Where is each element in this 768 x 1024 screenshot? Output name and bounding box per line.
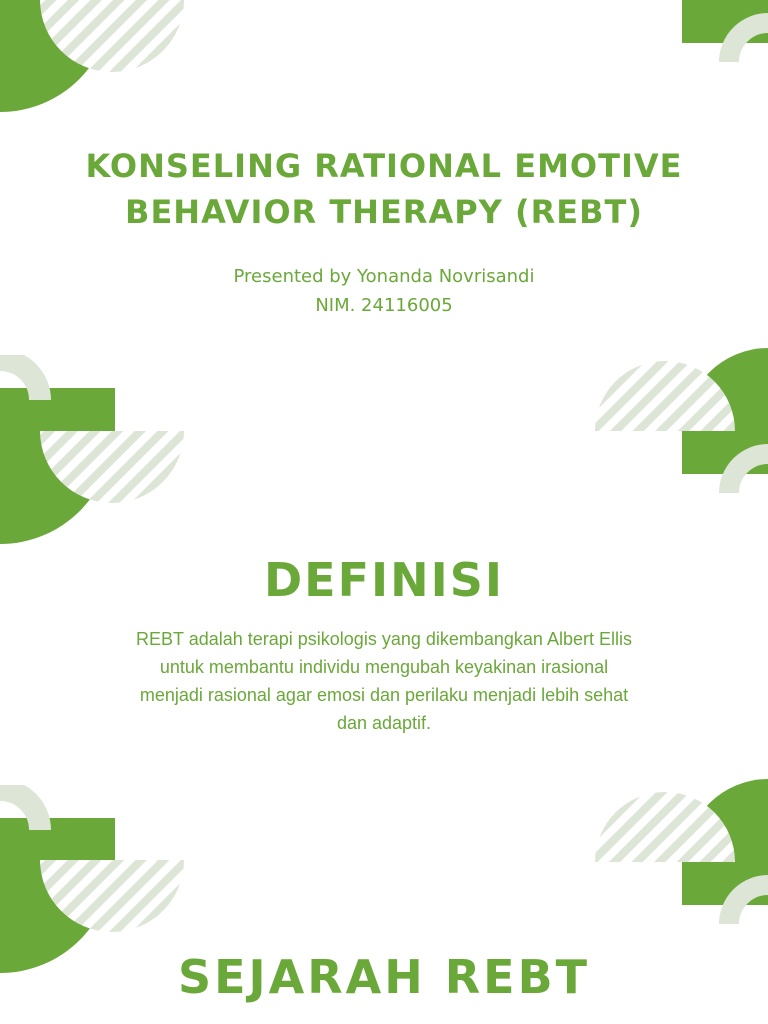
definisi-body: REBT adalah terapi psikologis yang dikembangkan Albert Ellis untuk membantu individu mengubah keyakinan irasional menjadi rasional agar emosi dan perilaku menjadi lebih sehat dan adaptif. [136, 629, 632, 733]
deco-top-right [682, 0, 768, 101]
sejarah-heading: SEJARAH REBT [177, 950, 591, 1004]
deco-top-left [0, 0, 184, 112]
deco-middle-right [595, 348, 768, 532]
deco-bottom-right [595, 779, 768, 963]
deco-bottom-left [0, 747, 184, 973]
presenter-name: Presented by Yonanda Novrisandi [233, 266, 535, 287]
page-title [0, 143, 768, 235]
title-line-2: BEHAVIOR THERAPY (REBT) [125, 193, 643, 231]
definisi-heading: DEFINISI [263, 553, 504, 607]
student-id: NIM. 24116005 [315, 295, 453, 316]
presenter-info [0, 262, 768, 320]
deco-middle-left [0, 318, 184, 544]
title-line-1: KONSELING RATIONAL EMOTIVE [85, 147, 683, 185]
